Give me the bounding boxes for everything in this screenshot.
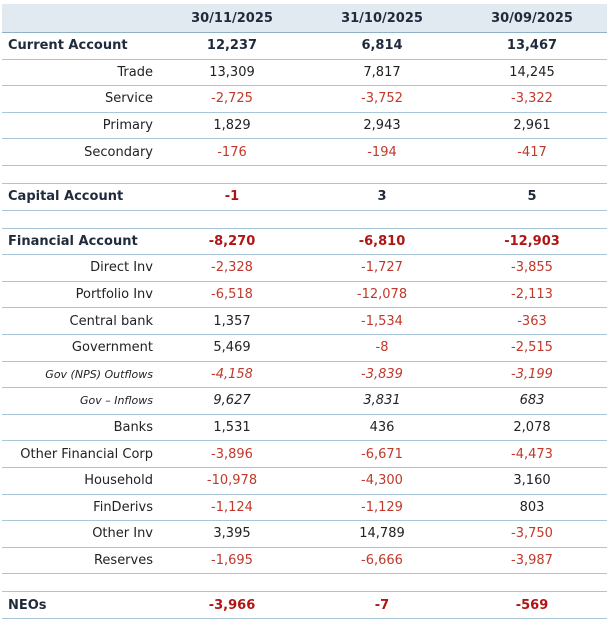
table-row [2,139,607,166]
row-label: Financial Account [2,228,157,255]
value-cell: -2,328 [157,255,307,282]
row-label: Other Inv [2,521,157,548]
spacer-cell [2,210,157,228]
value-cell: 6,814 [307,33,457,60]
value-cell: 3,395 [157,521,307,548]
value-cell: -176 [157,139,307,166]
row-label: Government [2,334,157,361]
value-cell: -417 [457,139,607,166]
value-cell: -3,987 [457,547,607,574]
balance-of-payments-table-container [2,4,607,619]
value-cell: -6,810 [307,228,457,255]
spacer-cell [307,574,457,592]
spacer-cell [457,165,607,183]
value-cell: -1,534 [307,308,457,335]
value-cell: 2,961 [457,112,607,139]
value-cell: -3,966 [157,592,307,619]
spacer-cell [2,165,157,183]
row-label: Gov – Inflows [2,388,157,415]
row-label: Other Financial Corp [2,441,157,468]
table-row [2,86,607,113]
value-cell: -2,515 [457,334,607,361]
row-label: Service [2,86,157,113]
spacer-cell [157,165,307,183]
spacer-cell [307,165,457,183]
row-label: Current Account [2,33,157,60]
value-cell: -6,666 [307,547,457,574]
value-cell: 3 [307,183,457,210]
value-cell: -10,978 [157,467,307,494]
value-cell: -8 [307,334,457,361]
value-cell: 2,943 [307,112,457,139]
table-body [2,33,607,619]
value-cell: 12,237 [157,33,307,60]
row-label: Gov (NPS) Outflows [2,361,157,388]
row-label: Secondary [2,139,157,166]
value-cell: 9,627 [157,388,307,415]
spacer-row [2,210,607,228]
value-cell: 14,245 [457,59,607,86]
value-cell: -363 [457,308,607,335]
value-cell: -3,839 [307,361,457,388]
value-cell: -8,270 [157,228,307,255]
value-cell: 7,817 [307,59,457,86]
column-header[interactable]: 30/11/2025 [157,4,307,33]
table-row [2,361,607,388]
table-row [2,281,607,308]
row-label: Capital Account [2,183,157,210]
balance-of-payments-table [2,4,607,619]
value-cell: -2,113 [457,281,607,308]
value-cell: -569 [457,592,607,619]
value-cell: -4,158 [157,361,307,388]
value-cell: -1,129 [307,494,457,521]
value-cell: -1,124 [157,494,307,521]
value-cell: 14,789 [307,521,457,548]
column-header[interactable]: 30/09/2025 [457,4,607,33]
value-cell: -194 [307,139,457,166]
value-cell: -3,199 [457,361,607,388]
table-row [2,183,607,210]
value-cell: 13,467 [457,33,607,60]
value-cell: 683 [457,388,607,415]
value-cell: 436 [307,414,457,441]
value-cell: 2,078 [457,414,607,441]
table-row [2,308,607,335]
value-cell: 803 [457,494,607,521]
table-row [2,33,607,60]
value-cell: -6,671 [307,441,457,468]
table-row [2,467,607,494]
spacer-cell [457,574,607,592]
spacer-cell [157,574,307,592]
value-cell: 5,469 [157,334,307,361]
spacer-cell [2,574,157,592]
row-label: Banks [2,414,157,441]
value-cell: 1,357 [157,308,307,335]
value-cell: -4,473 [457,441,607,468]
value-cell: 5 [457,183,607,210]
row-label: Portfolio Inv [2,281,157,308]
spacer-row [2,165,607,183]
row-label: Primary [2,112,157,139]
table-row [2,494,607,521]
spacer-cell [307,210,457,228]
value-cell: -6,518 [157,281,307,308]
table-row [2,228,607,255]
table-row [2,592,607,619]
table-row [2,441,607,468]
table-row [2,547,607,574]
value-cell: -4,300 [307,467,457,494]
header-row [2,4,607,33]
row-label: Direct Inv [2,255,157,282]
table-row [2,388,607,415]
row-label: NEOs [2,592,157,619]
value-cell: -1,695 [157,547,307,574]
spacer-cell [157,210,307,228]
value-cell: -12,903 [457,228,607,255]
value-cell: -3,750 [457,521,607,548]
value-cell: -12,078 [307,281,457,308]
value-cell: -2,725 [157,86,307,113]
header-blank-cell [2,4,157,33]
value-cell: 1,829 [157,112,307,139]
value-cell: 1,531 [157,414,307,441]
table-row [2,414,607,441]
value-cell: 13,309 [157,59,307,86]
value-cell: -3,896 [157,441,307,468]
table-row [2,59,607,86]
row-label: Household [2,467,157,494]
row-label: Reserves [2,547,157,574]
column-header[interactable]: 31/10/2025 [307,4,457,33]
table-row [2,521,607,548]
row-label: FinDerivs [2,494,157,521]
value-cell: -1,727 [307,255,457,282]
table-row [2,334,607,361]
value-cell: -1 [157,183,307,210]
value-cell: 3,160 [457,467,607,494]
value-cell: -3,855 [457,255,607,282]
table-row [2,255,607,282]
row-label: Central bank [2,308,157,335]
spacer-row [2,574,607,592]
row-label: Trade [2,59,157,86]
value-cell: 3,831 [307,388,457,415]
value-cell: -3,752 [307,86,457,113]
table-row [2,112,607,139]
spacer-cell [457,210,607,228]
value-cell: -7 [307,592,457,619]
value-cell: -3,322 [457,86,607,113]
